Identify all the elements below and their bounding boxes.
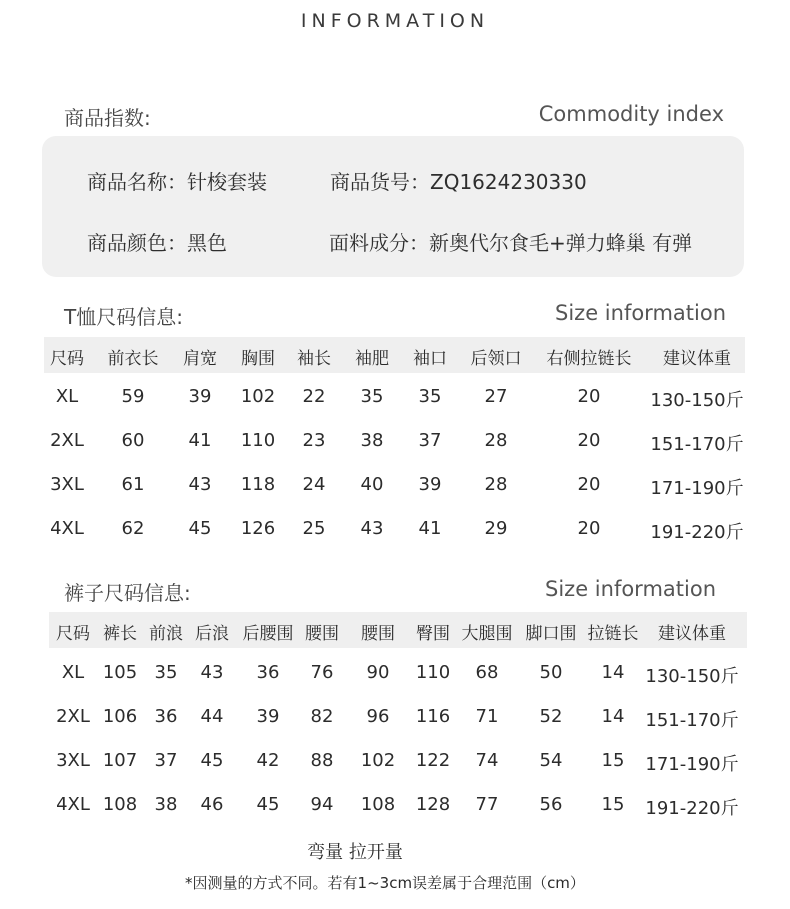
pants-header-cell: 拉链长 xyxy=(587,624,639,644)
pants-table-cell: 52 xyxy=(539,706,563,727)
pants-header-cell: 后腰围 xyxy=(242,624,294,644)
pants-table-cell: 106 xyxy=(102,706,138,727)
tshirt-header-cell: 胸围 xyxy=(241,349,275,369)
tshirt-table-cell: 27 xyxy=(484,386,508,407)
pants-table-cell: 68 xyxy=(475,662,499,683)
tshirt-header-cell: 袖长 xyxy=(297,349,331,369)
pants-header-cell: 臀围 xyxy=(416,624,450,644)
pants-table-cell: 74 xyxy=(475,750,499,771)
pants-header-cell: 腰围 xyxy=(305,624,339,644)
product-code: 商品货号：ZQ1624230330 xyxy=(330,170,587,194)
pants-table-cell: 94 xyxy=(310,794,334,815)
tshirt-header-cell: 肩宽 xyxy=(183,349,217,369)
pants-table-cell: 82 xyxy=(310,706,334,727)
tshirt-table-cell: 39 xyxy=(188,386,212,407)
product-fabric: 面料成分：新奥代尔食毛+弹力蜂巢 有弹 xyxy=(329,231,693,255)
pants-table-cell: 36 xyxy=(256,662,280,683)
tshirt-table-cell: 2XL xyxy=(50,430,84,451)
pants-table-cell: 36 xyxy=(154,706,178,727)
tshirt-table-cell: 20 xyxy=(577,430,601,451)
pants-table-cell: 71 xyxy=(475,706,499,727)
pants-header-cell: 大腿围 xyxy=(461,624,513,644)
tshirt-table-cell: 35 xyxy=(418,386,442,407)
tshirt-table-cell: 28 xyxy=(484,474,508,495)
pants-table-cell: 3XL xyxy=(56,750,90,771)
pants-table-cell: 108 xyxy=(102,794,138,815)
commodity-label-cn: 商品指数: xyxy=(64,106,151,130)
product-name: 商品名称：针梭套装 xyxy=(87,170,267,194)
tshirt-header-cell: 右侧拉链长 xyxy=(546,349,632,369)
tshirt-table-cell: 151-170斤 xyxy=(650,434,744,455)
pants-label-cn: 裤子尺码信息: xyxy=(64,581,191,605)
tshirt-label-cn: T恤尺码信息: xyxy=(64,305,183,329)
pants-table-cell: 45 xyxy=(256,794,280,815)
pants-table-cell: 88 xyxy=(310,750,334,771)
footer-tolerance-note: *因测量的方式不同。若有1~3cm误差属于合理范围（cm） xyxy=(185,874,585,892)
tshirt-table-cell: 110 xyxy=(240,430,276,451)
pants-header-cell: 脚口围 xyxy=(525,624,577,644)
pants-table-cell: 108 xyxy=(360,794,396,815)
tshirt-table-cell: 20 xyxy=(577,518,601,539)
tshirt-table-cell: 41 xyxy=(188,430,212,451)
pants-header-cell: 腰围 xyxy=(361,624,395,644)
tshirt-table-cell: 62 xyxy=(121,518,145,539)
product-color: 商品颜色：黑色 xyxy=(87,231,227,255)
tshirt-header-cell: 后领口 xyxy=(470,349,522,369)
tshirt-table-cell: 60 xyxy=(121,430,145,451)
pants-table-cell: 50 xyxy=(539,662,563,683)
tshirt-header-cell: 建议体重 xyxy=(663,349,731,369)
pants-table-cell: 151-170斤 xyxy=(645,710,739,731)
pants-header-cell: 建议体重 xyxy=(658,624,726,644)
tshirt-table-cell: 23 xyxy=(302,430,326,451)
tshirt-table-cell: 171-190斤 xyxy=(650,478,744,499)
pants-table-cell: 15 xyxy=(601,794,625,815)
pants-table-cell: 39 xyxy=(256,706,280,727)
pants-table-cell: 110 xyxy=(415,662,451,683)
tshirt-table-cell: 130-150斤 xyxy=(650,390,744,411)
tshirt-table-cell: 35 xyxy=(360,386,384,407)
pants-label-en: Size information xyxy=(545,577,716,601)
pants-header-cell: 后浪 xyxy=(195,624,229,644)
tshirt-table-cell: 61 xyxy=(121,474,145,495)
tshirt-table-cell: 3XL xyxy=(50,474,84,495)
pants-table-cell: 45 xyxy=(200,750,224,771)
tshirt-table-cell: 59 xyxy=(121,386,145,407)
pants-header-cell: 前浪 xyxy=(149,624,183,644)
pants-table-cell: 15 xyxy=(601,750,625,771)
pants-table-cell: 43 xyxy=(200,662,224,683)
tshirt-header-cell: 袖肥 xyxy=(355,349,389,369)
tshirt-label-en: Size information xyxy=(555,301,726,325)
pants-table-cell: 130-150斤 xyxy=(645,666,739,687)
tshirt-header-cell: 袖口 xyxy=(413,349,447,369)
pants-table-cell: 171-190斤 xyxy=(645,754,739,775)
tshirt-table-cell: 43 xyxy=(188,474,212,495)
pants-table-cell: 46 xyxy=(200,794,224,815)
pants-table-cell: 122 xyxy=(415,750,451,771)
pants-table-cell: 107 xyxy=(102,750,138,771)
footer-measure-note: 弯量 拉开量 xyxy=(307,842,403,863)
pants-table-cell: XL xyxy=(61,662,85,683)
pants-table-cell: 76 xyxy=(310,662,334,683)
tshirt-table-cell: 25 xyxy=(302,518,326,539)
page-title: INFORMATION xyxy=(300,10,490,32)
pants-table-cell: 14 xyxy=(601,662,625,683)
pants-table-cell: 35 xyxy=(154,662,178,683)
pants-table-cell: 37 xyxy=(154,750,178,771)
tshirt-table-cell: 28 xyxy=(484,430,508,451)
tshirt-table-cell: 102 xyxy=(240,386,276,407)
tshirt-table-cell: 45 xyxy=(188,518,212,539)
commodity-label-en: Commodity index xyxy=(538,102,724,126)
pants-table-cell: 42 xyxy=(256,750,280,771)
tshirt-table-cell: 40 xyxy=(360,474,384,495)
tshirt-table-cell: 118 xyxy=(240,474,276,495)
pants-table-cell: 90 xyxy=(366,662,390,683)
tshirt-table-cell: 126 xyxy=(240,518,276,539)
pants-table-cell: 54 xyxy=(539,750,563,771)
tshirt-table-cell: XL xyxy=(55,386,79,407)
pants-table-cell: 14 xyxy=(601,706,625,727)
pants-table-cell: 191-220斤 xyxy=(645,798,739,819)
tshirt-table-cell: 43 xyxy=(360,518,384,539)
tshirt-table-cell: 22 xyxy=(302,386,326,407)
tshirt-header-cell: 前衣长 xyxy=(107,349,159,369)
tshirt-table-cell: 20 xyxy=(577,386,601,407)
tshirt-table-cell: 39 xyxy=(418,474,442,495)
pants-table-cell: 2XL xyxy=(56,706,90,727)
pants-table-cell: 102 xyxy=(360,750,396,771)
pants-table-cell: 96 xyxy=(366,706,390,727)
tshirt-table-cell: 24 xyxy=(302,474,326,495)
tshirt-table-cell: 29 xyxy=(484,518,508,539)
pants-header-cell: 裤长 xyxy=(103,624,137,644)
tshirt-header-cell: 尺码 xyxy=(50,349,84,369)
tshirt-table-cell: 41 xyxy=(418,518,442,539)
pants-table-cell: 116 xyxy=(415,706,451,727)
tshirt-table-cell: 37 xyxy=(418,430,442,451)
pants-table-cell: 128 xyxy=(415,794,451,815)
pants-header-cell: 尺码 xyxy=(56,624,90,644)
tshirt-table-cell: 20 xyxy=(577,474,601,495)
pants-table-cell: 105 xyxy=(102,662,138,683)
pants-table-cell: 4XL xyxy=(56,794,90,815)
tshirt-table-cell: 38 xyxy=(360,430,384,451)
tshirt-table-cell: 191-220斤 xyxy=(650,522,744,543)
pants-table-cell: 38 xyxy=(154,794,178,815)
tshirt-table-cell: 4XL xyxy=(50,518,84,539)
pants-table-cell: 77 xyxy=(475,794,499,815)
pants-table-cell: 56 xyxy=(539,794,563,815)
commodity-info-box xyxy=(42,136,744,277)
pants-table-cell: 44 xyxy=(200,706,224,727)
